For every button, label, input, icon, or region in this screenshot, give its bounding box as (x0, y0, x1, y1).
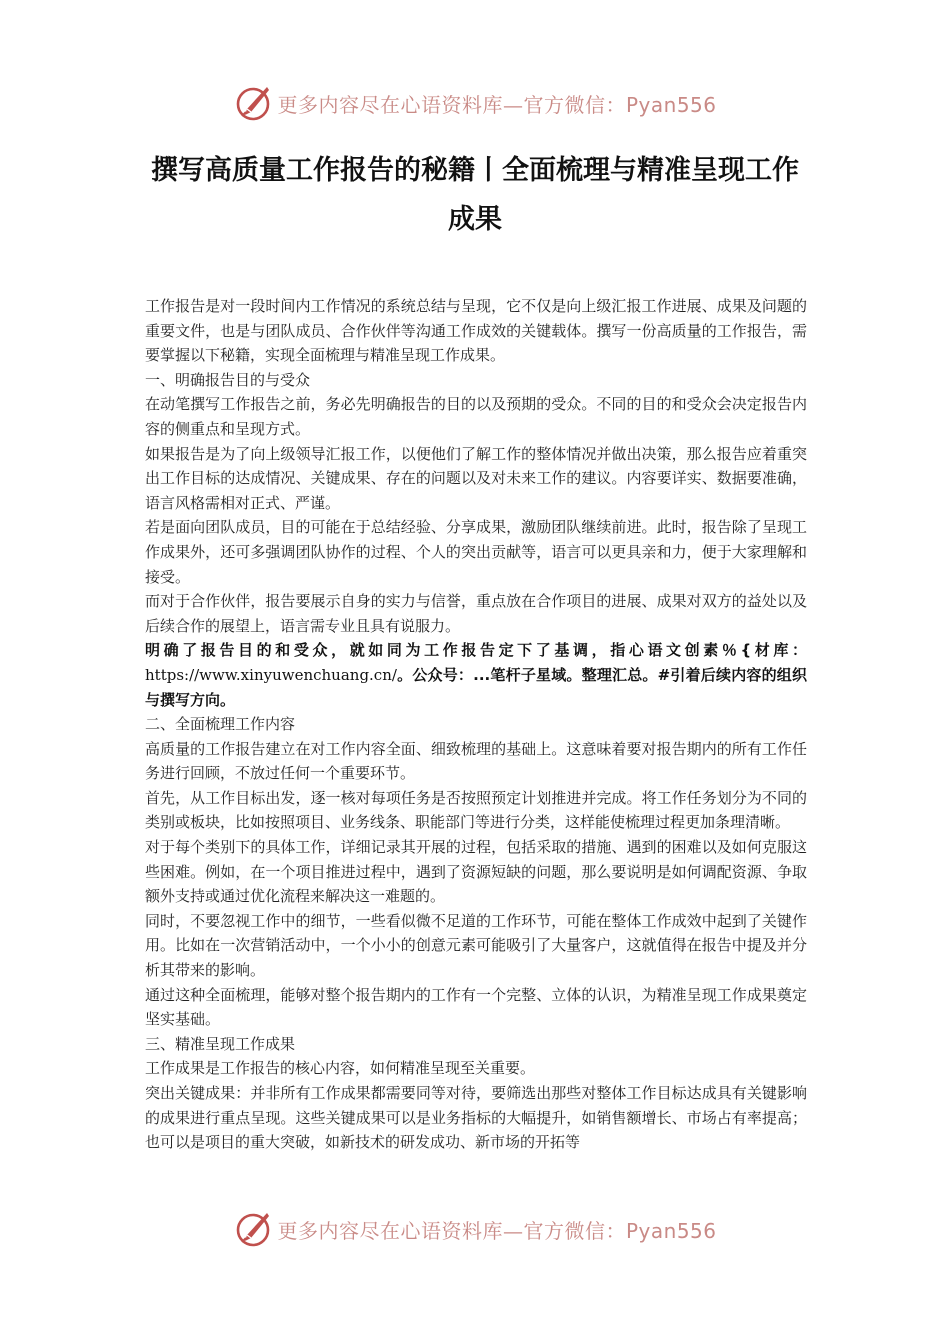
paragraph: 工作成果是工作报告的核心内容，如何精准呈现至关重要。 (145, 1059, 536, 1078)
paragraph: 高质量的工作报告建立在对工作内容全面、细致梳理的基础上。这意味着要对报告期内的所有工作任务进行回顾，不放过任何一个重要环节。 (145, 739, 807, 783)
banner-wechat-id: Pyan556 (625, 1218, 717, 1243)
banner-text: 更多内容尽在心语资料库—官方微信：Pyan556 (277, 92, 717, 117)
document-body (145, 294, 807, 1155)
paragraph: 同时，不要忽视工作中的细节，一些看似微不足道的工作环节，可能在整体工作成效中起到了关键作用。比如在一次营销活动中，一个小小的创意元素可能吸引了大量客户，这就值得在报告中提及并分析其带来的影响。 (145, 911, 807, 980)
paragraph: 而对于合作伙伴，报告要展示自身的实力与信誉，重点放在合作项目的进展、成果对双方的益处以及后续合作的展望上，语言需专业且具有说服力。 (145, 592, 807, 635)
paragraph: 突出关键成果：并非所有工作成果都需要同等对待，要筛选出那些对整体工作目标达成具有关键影响的成果进行重点呈现。这些关键成果可以是业务指标的大幅提升，如销售额增长、市场占有率提高；也可以是项目的重大突破，如新技术的研发成功、新市场的开拓等 (145, 1084, 807, 1152)
paragraph: 在动笔撰写工作报告之前，务必先明确报告的目的以及预期的受众。不同的目的和受众会决定报告内容的侧重点和呈现方式。 (145, 395, 807, 438)
paragraph: 首先，从工作目标出发，逐一核对每项任务是否按照预定计划推进并完成。将工作任务划分为不同的类别或板块，比如按照项目、业务线条、职能部门等进行分类，这样能使梳理过程更加条理清晰。 (145, 788, 807, 832)
banner-text: 更多内容尽在心语资料库—官方微信：Pyan556 (277, 1218, 717, 1243)
banner-wechat-id: Pyan556 (625, 92, 717, 117)
section-heading: 二、全面梳理工作内容 (145, 715, 296, 734)
paragraph: 若是面向团队成员，目的可能在于总结经验、分享成果，激励团队继续前进。此时，报告除了呈现工作成果外，还可多强调团队协作的过程、个人的突出贡献等，语言可以更具亲和力，便于大家理解和接受。 (145, 518, 807, 586)
quill-pen-logo-icon (233, 83, 273, 123)
document-title: 撰写高质量工作报告的秘籍丨全面梳理与精准呈现工作成果 (151, 155, 799, 235)
section-heading: 三、精准呈现工作成果 (145, 1034, 296, 1053)
paragraph: 工作报告是对一段时间内工作情况的系统总结与呈现，它不仅是向上级汇报工作进展、成果及问题的重要文件，也是与团队成员、合作伙伴等沟通工作成效的关键载体。撰写一份高质量的工作报告，需要掌握以下秘籍，实现全面梳理与精准呈现工作成果。 (145, 297, 807, 365)
bold-paragraph: 明确了报告目的和受众，就如同为工作报告定下了基调，指心语文创素％{材库：https://www.xinyuwenchuang.cn/。公众号：...笔杆子星域。整理汇总。#引着后续内容的组织与撰写方向。 (145, 641, 807, 709)
section-heading: 一、明确报告目的与受众 (145, 370, 311, 389)
paragraph: 如果报告是为了向上级领导汇报工作，以便他们了解工作的整体情况并做出决策，那么报告应着重突出工作目标的达成情况、关键成果、存在的问题以及对未来工作的建议。内容要详实、数据要准确，语言风格需相对正式、严谨。 (145, 444, 807, 512)
footer-banner (0, 1204, 950, 1254)
paragraph: 通过这种全面梳理，能够对整个报告期内的工作有一个完整、立体的认识，为精准呈现工作成果奠定坚实基础。 (145, 985, 807, 1029)
source-url: https://www.xinyuwenchuang.cn/ (145, 665, 397, 684)
header-banner (0, 78, 950, 128)
paragraph: 对于每个类别下的具体工作，详细记录其开展的过程，包括采取的措施、遇到的困难以及如何克服这些困难。例如，在一个项目推进过程中，遇到了资源短缺的问题，那么要说明是如何调配资源、争取额外支持或通过优化流程来解决这一难题的。 (145, 838, 807, 906)
quill-pen-logo-icon (233, 1209, 273, 1249)
